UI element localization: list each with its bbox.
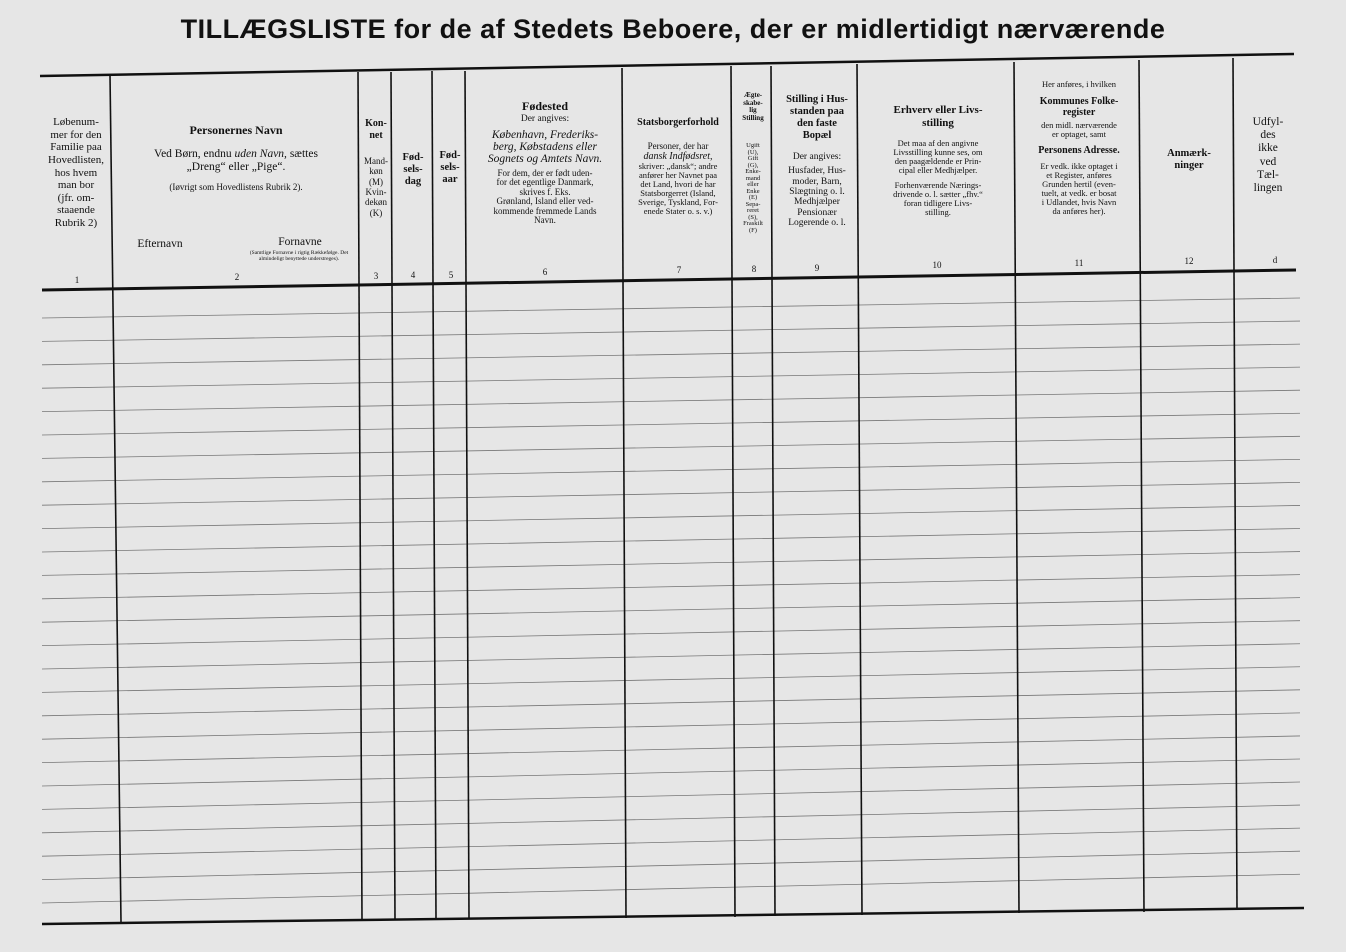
- col9-number: 9: [814, 263, 820, 273]
- col10-l2: Forhenværende Nærings- drivende o. l. sætter „fhv.“ foran tidligere Livs- stilling.: [893, 179, 983, 217]
- row-line: [42, 736, 1300, 763]
- row-line: [42, 644, 1300, 669]
- row-line: [42, 390, 1300, 411]
- col4-heading: Fød- sels- dag: [402, 152, 424, 188]
- row-line: [42, 759, 1300, 786]
- col7-number: 7: [676, 265, 682, 275]
- col2-heading: Personernes Navn: [189, 124, 283, 137]
- col12-heading: Anmærk- ninger: [1167, 148, 1211, 172]
- col6-l1: Der angives:: [520, 113, 570, 124]
- col9-l2: Husfader, Hus- moder, Barn, Slægtning o. l. Medhjælper Pensionær Logerende o. l.: [788, 166, 846, 229]
- row-line: [42, 575, 1300, 599]
- row-line: [42, 344, 1300, 365]
- row-line: [42, 621, 1300, 646]
- col5-heading: Fød- sels- aar: [439, 150, 461, 186]
- col10-number: 10: [932, 260, 942, 270]
- row-line: [42, 598, 1300, 623]
- col2-header: [118, 124, 354, 193]
- col11-heading: Kommunes Folke- register: [1039, 95, 1119, 119]
- cold-number: d: [1272, 255, 1278, 265]
- col6-l2: København, Frederiks- berg, Købstadens eller Sognets og Amtets Navn.: [487, 128, 603, 165]
- row-line: [42, 298, 1300, 318]
- cold-header: Udfyl- des ikke ved Tæl- lingen: [1252, 116, 1284, 195]
- col5-number: 5: [448, 270, 454, 280]
- col7-heading: Statsborgerforhold: [637, 117, 719, 128]
- col4-number: 4: [410, 270, 416, 280]
- col11-l1: Her anføres, i hvilken: [1041, 80, 1117, 89]
- col2-line3: (Iøvrigt som Hovedlistens Rubrik 2).: [169, 182, 303, 193]
- col6-header: [468, 100, 622, 226]
- row-lines: [42, 298, 1300, 903]
- row-line: [42, 505, 1300, 528]
- col7-l2: dansk Indfødsret,: [643, 150, 713, 162]
- col10-header: [862, 104, 1014, 217]
- bottom-rule: [42, 908, 1304, 924]
- col7-header: [624, 117, 732, 216]
- row-line: [42, 713, 1300, 739]
- col8-number: 8: [751, 264, 757, 274]
- col7-l3: skriver: „dansk“; andre anfører her Navnet paa det Land, hvori de har Statsborgerret (Island, Sverige, Tyskland, For- enede Stater o. s. v.): [638, 161, 718, 216]
- col6-heading: Fødested: [522, 100, 568, 113]
- row-line: [42, 321, 1300, 341]
- col6-l4: Grønland, Island eller ved- kommende fremmede Lands Navn.: [493, 196, 597, 226]
- col10-heading: Erhverv eller Livs- stilling: [893, 104, 983, 129]
- col3-heading: Kon- net: [365, 118, 387, 141]
- col2-number: 2: [234, 272, 240, 282]
- row-line: [42, 552, 1300, 576]
- col8-text: Ugift (U), Gift (G), Enke- mand eller Enke (E) Sepa- reret (S), Fraskilt (F): [743, 143, 763, 234]
- row-line: [42, 782, 1300, 809]
- col11-heading2: Personens Adresse.: [1038, 144, 1120, 156]
- col2-sub-fornavne-note: (Samtlige Fornavne i rigtig Rækkefølge. Det almindeligt benyttede understreges).: [249, 250, 349, 263]
- col12-number: 12: [1184, 256, 1194, 266]
- col2-sub-efternavn: Efternavn: [137, 238, 183, 250]
- row-line: [42, 828, 1300, 856]
- col9-header: [774, 94, 860, 229]
- col6-l3: For dem, der er født uden- for det egentlige Danmark, skrives f. Eks.: [496, 167, 594, 197]
- row-line: [42, 690, 1300, 716]
- col11-l2: den midl. nærværende er optaget, samt: [1041, 119, 1117, 139]
- col6-number: 6: [542, 267, 548, 277]
- top-rule: [40, 54, 1294, 76]
- col11-header: [1018, 80, 1140, 216]
- row-line: [42, 413, 1300, 435]
- col2-line2: „Dreng“ eller „Pige“.: [186, 161, 286, 174]
- row-line: [42, 528, 1300, 552]
- row-line: [42, 459, 1300, 481]
- row-line: [42, 805, 1300, 833]
- col11-l3: Er vedk. ikke optaget i et Register, anføres Grunden hertil (even- tuelt, at vedk. er bosat i Udlandet, hvis Navn da anføres her).: [1040, 161, 1118, 216]
- col11-number: 11: [1074, 258, 1084, 268]
- col1-header: Løbenum- mer for den Familie paa Hovedlisten, hos hvem man bor (jfr. om- staaende Rubrik 2): [48, 116, 104, 230]
- col10-l1: Det maa af den angivne Livsstilling kunne ses, om den paagældende er Prin- cipal eller Medhjælper.: [893, 138, 983, 176]
- col1-number: 1: [74, 275, 80, 285]
- row-line: [42, 367, 1300, 388]
- col7-l1: Personer, der har: [647, 140, 709, 151]
- row-line: [42, 851, 1300, 879]
- col3-text: Mand- køn (M) Kvin- dekøn (K): [364, 156, 388, 218]
- row-line: [42, 667, 1300, 693]
- col8-heading: Ægte- skabe- lig Stilling: [742, 92, 764, 123]
- col9-heading: Stilling i Hus- standen paa den faste Bopæl: [786, 94, 848, 142]
- row-line: [42, 482, 1300, 505]
- col2-sub-fornavne: Fornavne: [278, 236, 322, 248]
- form-title: TILLÆGSLISTE for de af Stedets Beboere, der er midlertidigt nærværende: [180, 14, 1166, 44]
- col2-line1: Ved Børn, endnu uden Navn, sættes: [154, 147, 318, 160]
- row-line: [42, 436, 1300, 458]
- row-line: [42, 874, 1300, 903]
- col3-number: 3: [373, 271, 379, 281]
- col9-l1: Der angives:: [792, 152, 842, 163]
